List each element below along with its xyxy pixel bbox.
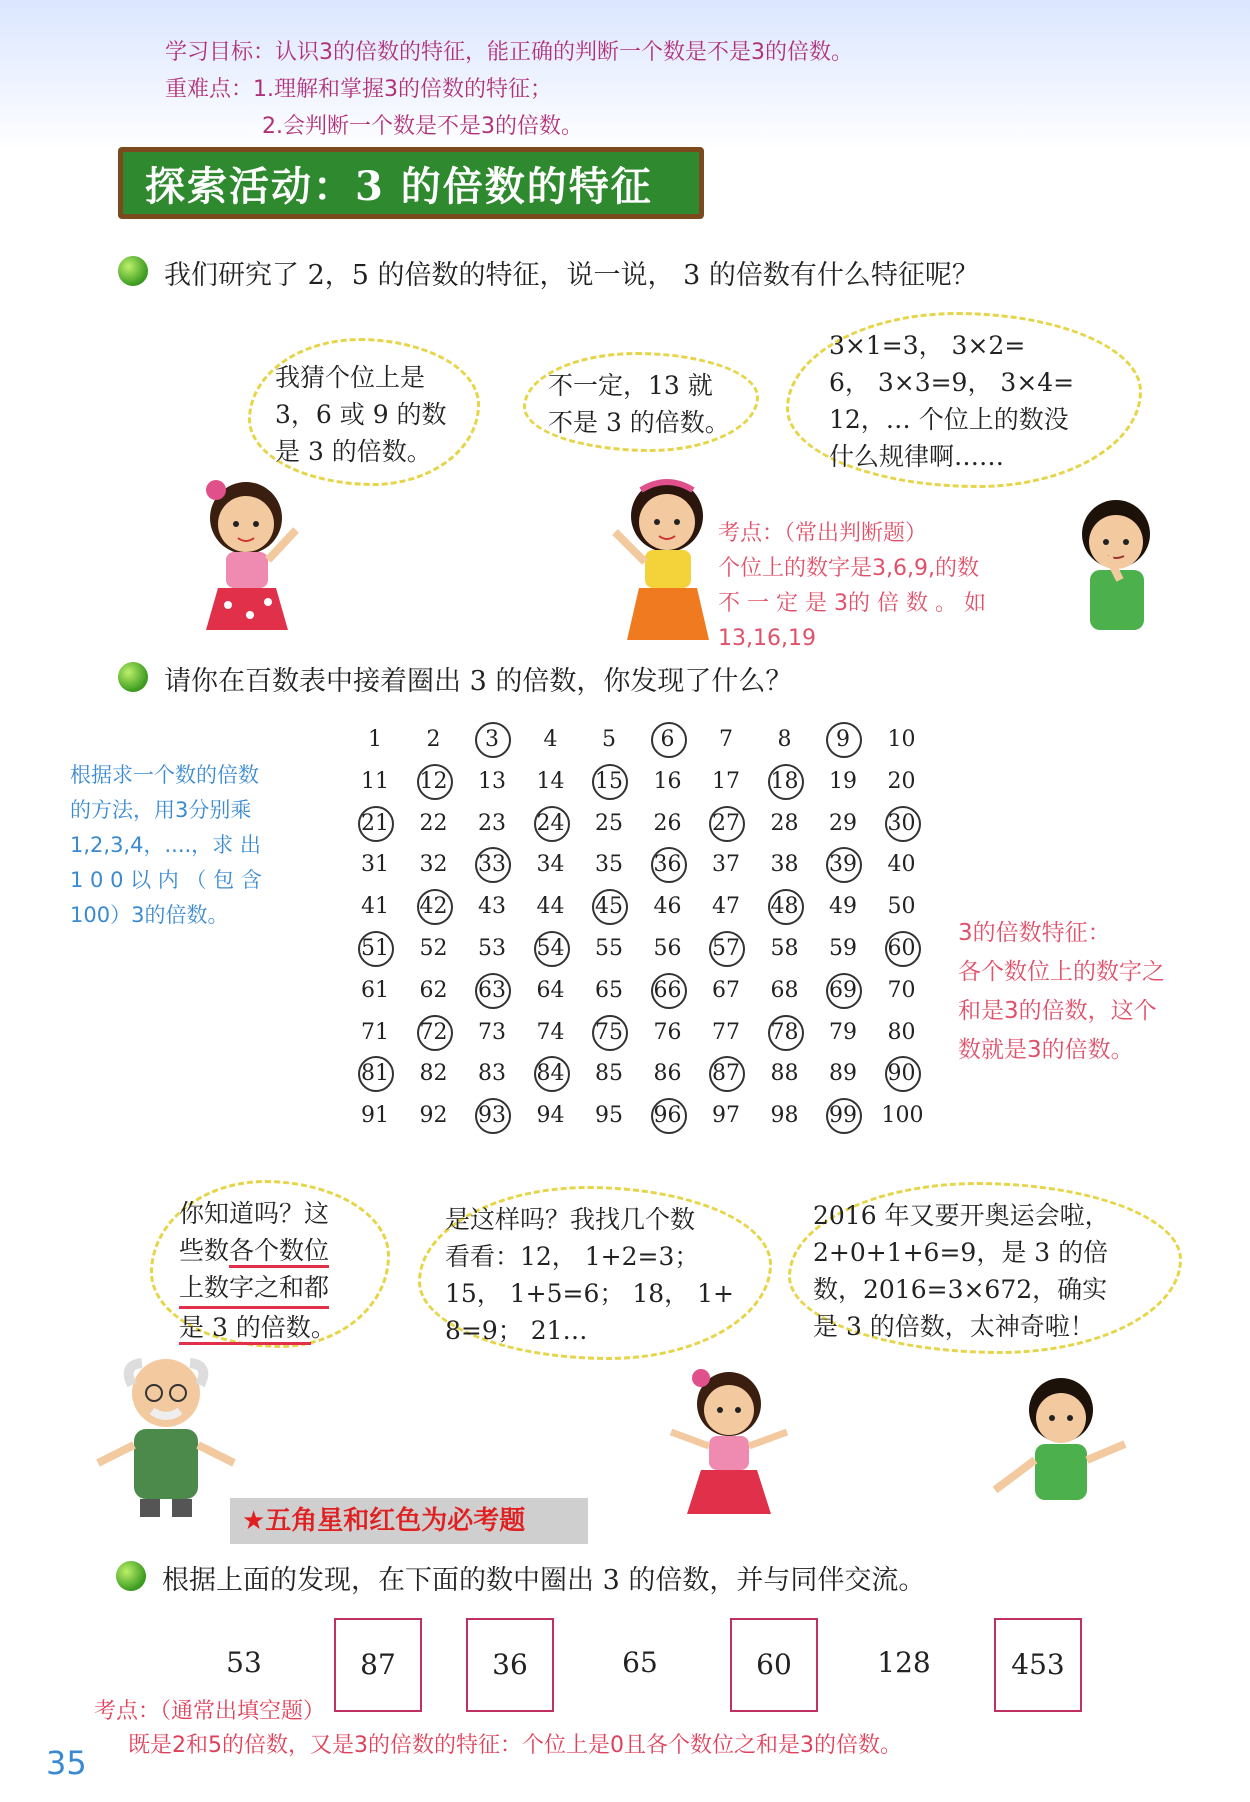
table-number: 82 [419,1061,448,1087]
boy-character-icon [1060,490,1170,640]
page-number: 35 [46,1744,87,1782]
table-number: 4 [543,727,558,752]
table-number: 43 [478,894,506,920]
table-number: 80 [887,1019,916,1045]
table-number: 34 [536,852,565,878]
table-number: 13 [478,768,506,794]
bottom-note: 既是2和5的倍数，又是3的倍数的特征：个位上是0且各个数位之和是3的倍数。 [128,1733,902,1758]
table-number: 20 [887,768,916,794]
table-number: 60 [882,931,922,967]
exam-note-line: 考点：（常出判断题） [718,521,928,546]
green-bullet-icon [118,256,148,286]
table-number: 17 [712,768,740,794]
table-number: 76 [653,1019,682,1045]
bubble-line [179,1232,387,1269]
table-number: 9 [823,722,863,758]
table-number: 2 [426,727,441,752]
table-number: 47 [712,894,740,920]
table-number: 78 [765,1015,805,1051]
method-note-line: 的方法，用3分别乘 [70,798,252,822]
feature-note [958,914,1165,1070]
table-number: 70 [887,977,916,1003]
table-number: 45 [589,889,629,925]
table-number: 49 [829,894,857,920]
table-number: 46 [653,894,682,920]
table-number: 23 [478,810,506,836]
table-number: 62 [419,977,448,1003]
bubble-text: 些数 [179,1236,230,1265]
exercise-number: 53 [226,1646,262,1679]
table-number: 42 [414,889,454,925]
table-number: 8 [777,727,792,752]
question-3: 根据上面的发现，在下面的数中圈出 3 的倍数，并与同伴交流。 [162,1565,926,1596]
table-number: 53 [478,936,506,961]
bubble-line [179,1309,387,1346]
speech-bubble-did-you-know [150,1180,390,1348]
table-number: 18 [765,764,805,800]
table-number: 52 [419,936,448,961]
table-number: 5 [602,727,616,752]
table-number: 6 [648,722,688,758]
table-number: 32 [419,852,448,878]
bubble-text: 我猜个位上是 3，6 或 9 的数 是 3 的倍数。 [275,363,447,466]
learning-goals [165,34,853,145]
table-number: 3 [472,722,512,758]
exercise-number: 65 [622,1646,658,1679]
speech-bubble-check [418,1186,772,1360]
table-number: 85 [595,1061,623,1087]
table-number: 74 [536,1019,565,1045]
table-number: 38 [770,852,799,878]
table-number: 69 [823,973,863,1009]
girl-yellow-character-icon [605,470,725,645]
table-number: 61 [361,977,389,1003]
table-number: 7 [719,727,733,752]
boy-character-icon [985,1370,1135,1525]
exam-note-1 [718,516,986,656]
feature-note-line: 各个数位上的数字之 [958,959,1165,985]
table-number: 1 [368,727,382,752]
table-number: 48 [765,889,805,925]
table-number: 65 [595,977,623,1003]
feature-note-line: 数就是3的倍数。 [958,1037,1134,1063]
table-number: 100 [881,1103,924,1129]
table-number: 39 [823,847,863,883]
exercise-number: 453 [994,1618,1082,1712]
table-number: 73 [478,1019,506,1045]
grandpa-character-icon [92,1345,242,1520]
table-number: 10 [887,727,916,752]
table-number: 37 [712,852,740,878]
bubble-line: 上数字之和都 [179,1269,329,1309]
table-number: 50 [887,894,916,920]
exercise-number: 36 [466,1618,554,1712]
table-number: 44 [536,894,565,920]
table-number: 25 [595,810,623,836]
bubble-text: 是这样吗？我找几个数 看看：12， 1+2=3； 15， 1+5=6； 18， 1+ 8=9； 21… [445,1205,734,1345]
exam-note-line: 个位上的数字是3,6,9,的数 [718,556,979,581]
table-number: 36 [648,847,688,883]
method-note [70,758,262,933]
exam-note-line: 不 一 定 是 3的 倍 数 。 如 [718,591,986,616]
green-bullet-icon [116,1561,146,1591]
goal-line-3: 2.会判断一个数是不是3的倍数。 [262,114,583,139]
table-number: 84 [531,1056,571,1092]
table-number: 95 [595,1103,623,1129]
bubble-text: 。 [310,1313,336,1342]
exercise-number: 128 [877,1646,931,1679]
underlined-text: 各个数位 [229,1236,329,1268]
question-1: 我们研究了 2，5 的倍数的特征，说一说， 3 的倍数有什么特征呢？ [164,260,979,291]
table-number: 75 [589,1015,629,1051]
table-number: 14 [536,768,565,794]
goal-line-2: 重难点：1.理解和掌握3的倍数的特征； [165,77,552,102]
feature-note-line: 3的倍数特征： [958,920,1111,946]
goal-line-1: 学习目标：认识3的倍数的特征，能正确的判断一个数是不是3的倍数。 [165,40,853,65]
speech-bubble-multiply [786,312,1142,488]
table-number: 59 [829,936,857,961]
table-number: 68 [770,977,799,1003]
table-number: 63 [472,973,512,1009]
table-number: 93 [472,1098,512,1134]
table-number: 91 [361,1103,389,1129]
table-number: 12 [414,764,454,800]
underlined-text: 是 3 的倍数 [179,1313,311,1345]
table-number: 54 [531,931,571,967]
table-number: 98 [770,1103,799,1129]
table-number: 58 [770,936,799,961]
table-number: 81 [355,1056,395,1092]
method-note-line: 1 0 0 以 内 （ 包 含 [70,868,262,892]
table-number: 11 [361,768,389,794]
method-note-line: 1,2,3,4，....，求 出 [70,833,261,857]
speech-bubble-guess [248,338,480,486]
table-number: 56 [653,936,682,961]
table-number: 22 [419,810,448,836]
table-number: 16 [653,768,682,794]
table-number: 33 [472,847,512,883]
table-number: 57 [706,931,746,967]
girl-character-icon [663,1362,793,1522]
table-number: 92 [419,1103,448,1129]
table-number: 86 [653,1061,682,1087]
section-title: 探索活动：3 的倍数的特征 [123,152,699,214]
table-number: 89 [829,1061,857,1087]
table-number: 55 [595,936,623,961]
table-number: 26 [653,810,682,836]
table-number: 19 [829,768,857,794]
table-number: 97 [712,1103,740,1129]
table-number: 94 [536,1103,565,1129]
table-number: 77 [712,1019,740,1045]
question-2: 请你在百数表中接着圈出 3 的倍数，你发现了什么？ [164,666,793,697]
table-number: 35 [595,852,623,878]
table-number: 83 [478,1061,506,1087]
exercise-number: 87 [334,1618,422,1712]
bubble-text: 3×1=3， 3×2= 6， 3×3=9， 3×4= 12，… 个位上的数没 什么规律啊…… [829,331,1075,471]
table-number: 72 [414,1015,454,1051]
speech-bubble-olympics [788,1182,1182,1354]
table-number: 28 [770,810,799,836]
table-number: 67 [712,977,740,1003]
table-number: 96 [648,1098,688,1134]
table-number: 29 [829,810,857,836]
table-number: 51 [355,931,395,967]
table-number: 90 [882,1056,922,1092]
bubble-text: 2016 年又要开奥运会啦， 2+0+1+6=9，是 3 的倍 数，2016=3×672，确实 是 3 的倍数，太神奇啦！ [813,1201,1110,1341]
table-number: 41 [361,894,389,920]
table-number: 27 [706,806,746,842]
bubble-text: 不一定，13 就 不是 3 的倍数。 [548,371,730,437]
method-note-line: 根据求一个数的倍数 [70,763,259,787]
table-number: 64 [536,977,565,1003]
table-number: 71 [361,1019,389,1045]
green-bullet-icon [118,662,148,692]
must-test-note: ★五角星和红色为必考题 [230,1498,588,1544]
table-number: 31 [361,852,389,878]
table-number: 24 [531,806,571,842]
table-number: 88 [770,1061,799,1087]
bubble-line: 你知道吗？这 [179,1199,330,1228]
girl-character-icon [188,470,308,640]
table-number: 30 [882,806,922,842]
exam-note-line: 13,16,19 [718,626,816,651]
feature-note-line: 和是3的倍数，这个 [958,998,1157,1024]
table-number: 87 [706,1056,746,1092]
table-number: 66 [648,973,688,1009]
table-number: 40 [887,852,916,878]
table-number: 79 [829,1019,857,1045]
section-title-banner [118,147,704,219]
method-note-line: 100）3的倍数。 [70,903,229,927]
table-number: 99 [823,1098,863,1134]
exam-note-2: 考点：（通常出填空题） [94,1699,326,1724]
exercise-number: 60 [730,1618,818,1712]
table-number: 15 [589,764,629,800]
speech-bubble-not-sure [523,352,759,452]
table-number: 21 [355,806,395,842]
